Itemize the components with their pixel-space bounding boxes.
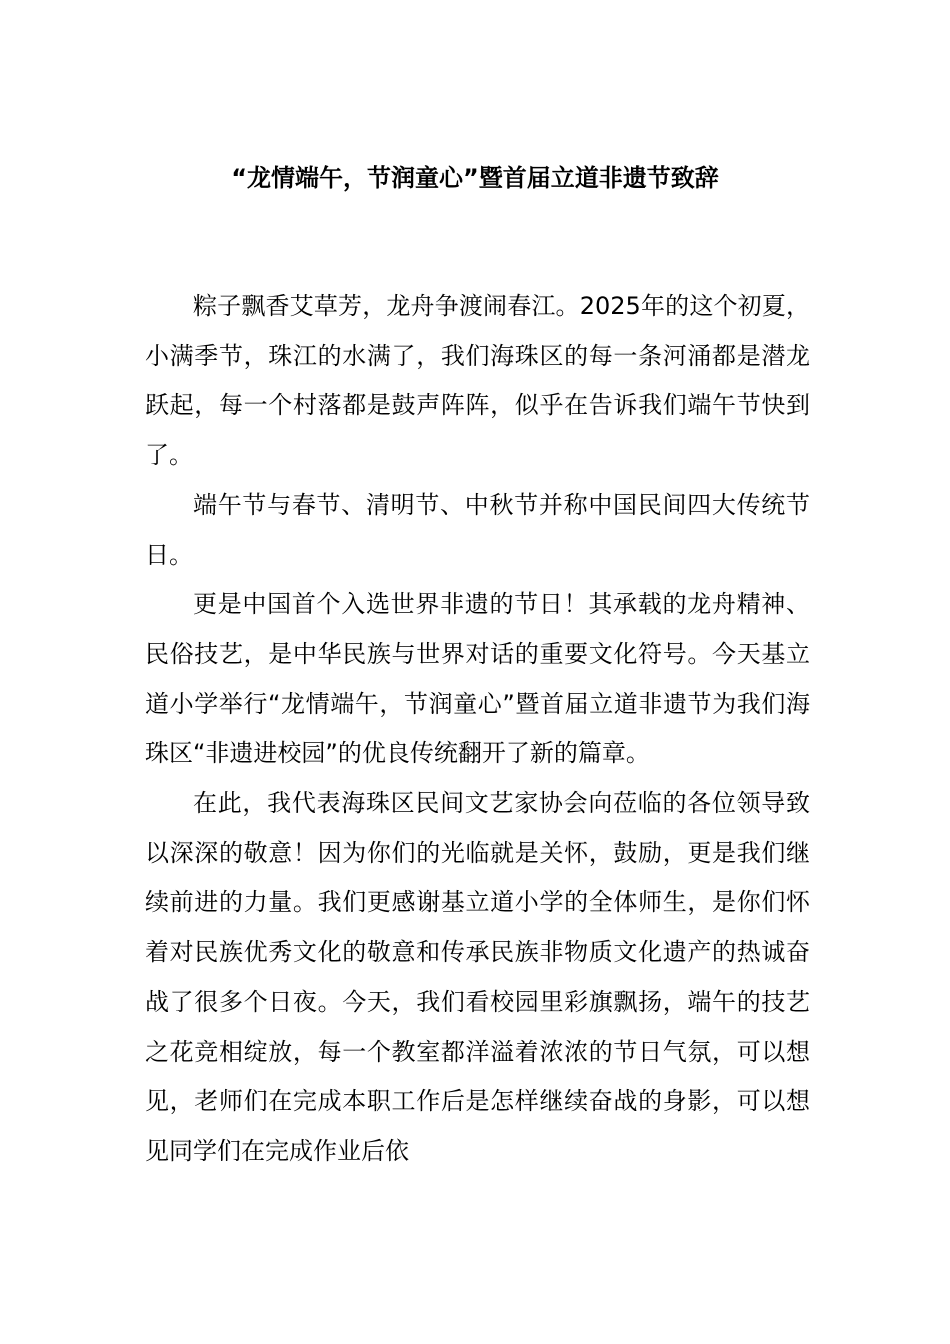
paragraph-4: 在此，我代表海珠区民间文艺家协会向莅临的各位领导致以深深的敬意！因为你们的光临就是关怀，鼓励，更是我们继续前进的力量。我们更感谢基立道小学的全体师生，是你们怀着对民族优秀文化的敬意和传承民族非物质文化遗产的热诚奋战了很多个日夜。今天，我们看校园里彩旗飘扬，端午的技艺之花竞相绽放，每一个教室都洋溢着浓浓的节日气氛，可以想见，老师们在完成本职工作后是怎样继续奋战的身影，可以想见同学们在完成作业后依 (145, 789, 810, 1165)
paragraph-2: 端午节与春节、清明节、中秋节并称中国民间四大传统节日。 (145, 490, 810, 569)
paragraph-1: 粽子飘香艾草芳，龙舟争渡闹春江。2025年的这个初夏，小满季节，珠江的水满了，我们海珠区的每一条河涌都是潜龙跃起，每一个村落都是鼓声阵阵，似乎在告诉我们端午节快到了。 (145, 292, 810, 470)
document-body (145, 282, 810, 1177)
document-title: “龙情端午，节润童心”暨首届立道非遗节致辞 (231, 164, 719, 192)
paragraph-3: 更是中国首个入选世界非遗的节日！其承载的龙舟精神、民俗技艺，是中华民族与世界对话的重要文化符号。今天基立道小学举行“龙情端午，节润童心”暨首届立道非遗节为我们海珠区“非遗进校园”的优良传统翻开了新的篇章。 (145, 590, 810, 768)
